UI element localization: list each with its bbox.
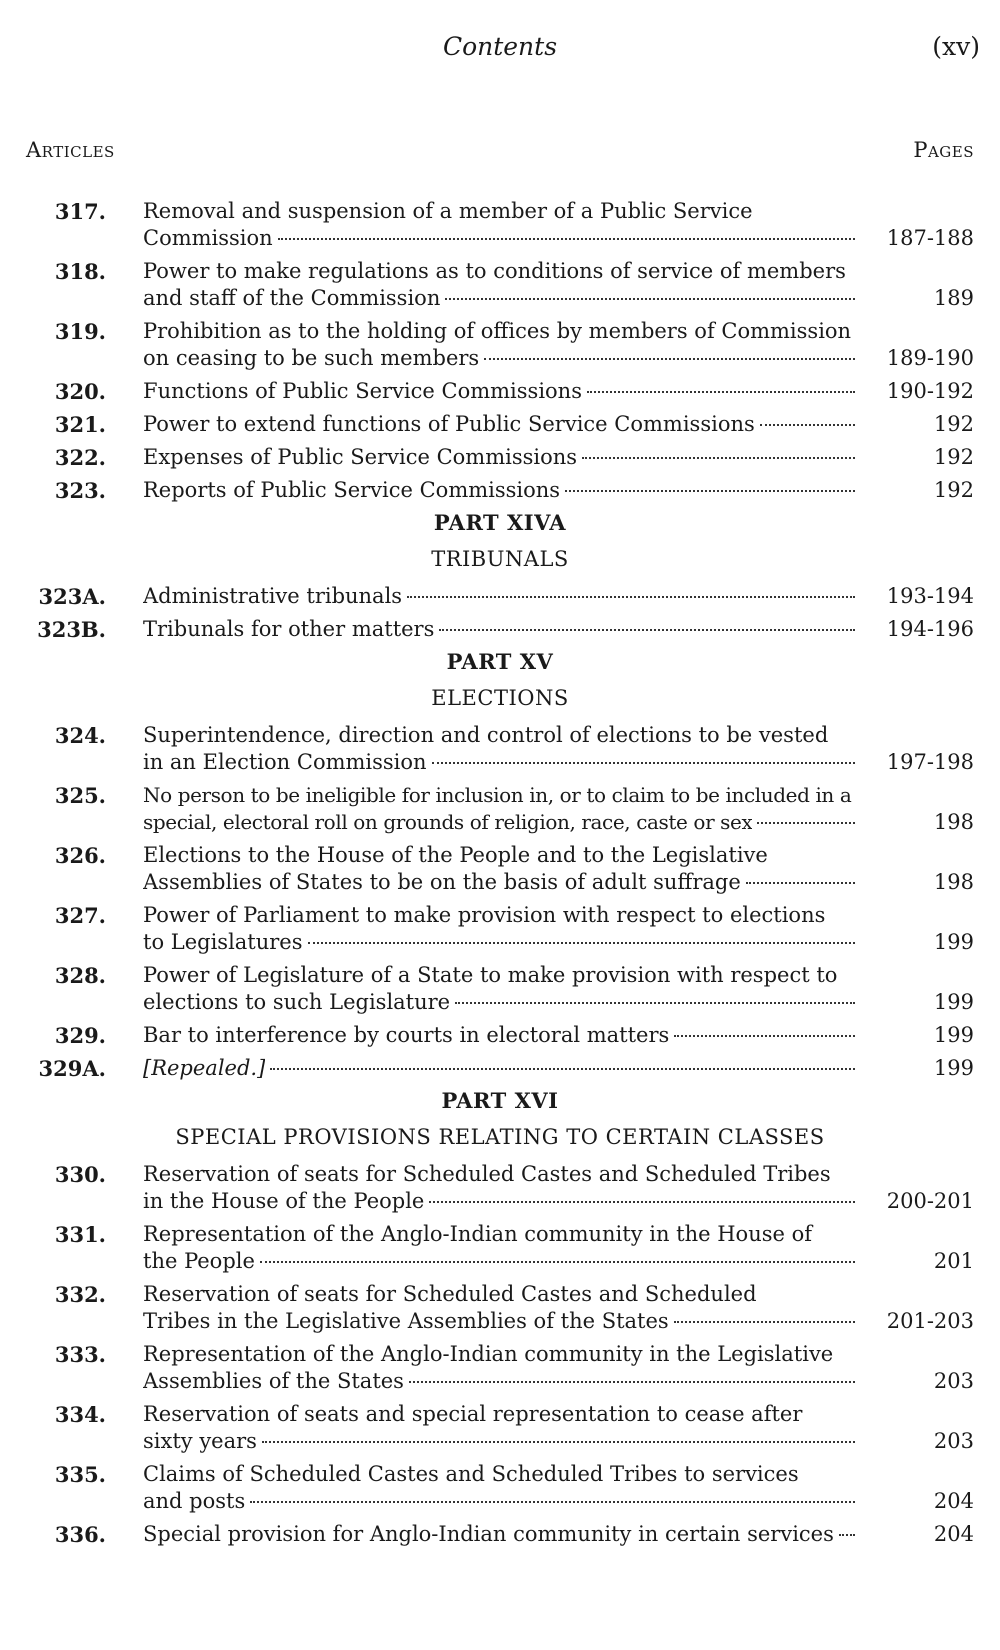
- dot-leader: [439, 629, 855, 631]
- dot-leader: [250, 1501, 855, 1503]
- article-title: [143, 1461, 855, 1515]
- part-subheading: TRIBUNALS: [431, 547, 569, 571]
- article-number: 335.: [54, 1462, 106, 1487]
- article-title: [143, 1341, 855, 1395]
- contents-list: [0, 198, 1000, 1554]
- article-title-line: Power of Legislature of a State to make provision with respect to: [143, 963, 838, 987]
- article-title-line: Functions of Public Service Commissions: [143, 379, 582, 403]
- article-title-line: Commission: [143, 226, 273, 250]
- article-number: 320.: [54, 379, 106, 404]
- page-range: 203: [933, 1369, 974, 1393]
- article-title: [143, 1221, 855, 1275]
- article-title-line: Reservation of seats for Scheduled Castes and Scheduled: [143, 1282, 757, 1306]
- toc-entry: [0, 616, 1000, 643]
- article-title: [143, 378, 855, 405]
- page-range: 201-203: [886, 1309, 974, 1333]
- article-number: 330.: [54, 1162, 106, 1187]
- article-number: 324.: [54, 723, 106, 748]
- article-title-line: Claims of Scheduled Castes and Scheduled Tribes to services: [143, 1462, 799, 1486]
- article-title: [143, 902, 855, 956]
- article-title-line: in the House of the People: [143, 1189, 425, 1213]
- article-title-line: sixty years: [143, 1429, 257, 1453]
- article-title: [143, 198, 855, 252]
- page-range: 200-201: [886, 1189, 974, 1213]
- page-range: 189: [933, 286, 974, 310]
- article-number: 318.: [54, 259, 106, 284]
- article-title-line: Assemblies of States to be on the basis of adult suffrage: [143, 870, 741, 894]
- article-number: 323A.: [38, 584, 106, 609]
- page-range: 197-198: [886, 750, 974, 774]
- toc-entry: [0, 258, 1000, 312]
- dot-leader: [674, 1035, 855, 1037]
- article-title-line: No person to be ineligible for inclusion in, or to claim to be included in a: [143, 783, 852, 807]
- article-title-line: Special provision for Anglo-Indian community in certain services: [143, 1522, 834, 1546]
- toc-entry: [0, 1461, 1000, 1515]
- part-heading: PART XV: [446, 649, 554, 674]
- page-title: Contents: [442, 32, 558, 61]
- article-title-line: Tribunals for other matters: [143, 617, 435, 641]
- page-range: 199: [933, 1056, 974, 1080]
- article-title-line: the People: [143, 1249, 255, 1273]
- page-range: 201: [933, 1249, 974, 1273]
- dot-leader: [409, 1381, 855, 1383]
- article-title-line: Reservation of seats for Scheduled Castes and Scheduled Tribes: [143, 1162, 831, 1186]
- article-number: 332.: [54, 1282, 106, 1307]
- article-title-line: elections to such Legislature: [143, 990, 451, 1014]
- dot-leader: [746, 882, 855, 884]
- toc-entry: [0, 722, 1000, 776]
- dot-leader: [260, 1261, 855, 1263]
- article-title-line: Reports of Public Service Commissions: [143, 478, 561, 502]
- dot-leader: [262, 1441, 855, 1443]
- dot-leader: [429, 1201, 855, 1203]
- article-number: 323B.: [37, 617, 106, 642]
- article-title: [143, 1022, 855, 1049]
- page-range: 204: [933, 1522, 974, 1546]
- article-title-line: Representation of the Anglo-Indian community in the House of: [143, 1222, 813, 1246]
- article-title: [143, 583, 855, 610]
- dot-leader: [270, 1068, 855, 1070]
- toc-entry: [0, 1221, 1000, 1275]
- article-number: 323.: [54, 478, 106, 503]
- article-title-line: and staff of the Commission: [143, 286, 441, 310]
- dot-leader: [308, 942, 855, 944]
- article-title: [143, 1281, 855, 1335]
- article-title: [143, 1521, 855, 1548]
- column-headings: [0, 138, 1000, 168]
- article-number: 334.: [54, 1402, 106, 1427]
- article-title-line: and posts: [143, 1489, 246, 1513]
- article-title: [143, 1161, 855, 1215]
- page-range: 192: [933, 412, 974, 436]
- article-title: [143, 477, 855, 504]
- article-title-line: on ceasing to be such members: [143, 346, 480, 370]
- dot-leader: [484, 358, 855, 360]
- article-title: [143, 411, 855, 438]
- dot-leader: [839, 1534, 855, 1536]
- toc-entry: [0, 1161, 1000, 1215]
- page-range: 203: [933, 1429, 974, 1453]
- page-range: 199: [933, 1023, 974, 1047]
- page-range: 189-190: [886, 346, 974, 370]
- article-number: 328.: [54, 963, 106, 988]
- article-number: 319.: [54, 319, 106, 344]
- article-title-line: Bar to interference by courts in electoral matters: [143, 1023, 670, 1047]
- page-range: 194-196: [886, 617, 974, 641]
- page-range: 198: [933, 870, 974, 894]
- article-title-line: Tribes in the Legislative Assemblies of the States: [143, 1309, 669, 1333]
- article-title: [143, 1401, 855, 1455]
- dot-leader: [565, 490, 855, 492]
- article-title: [143, 842, 855, 896]
- article-title: [143, 444, 855, 471]
- dot-leader: [674, 1321, 855, 1323]
- toc-entry: [0, 318, 1000, 372]
- article-title-line: in an Election Commission: [143, 750, 427, 774]
- page-range: 199: [933, 990, 974, 1014]
- article-title-line: special, electoral roll on grounds of religion, race, caste or sex: [143, 810, 753, 834]
- part-subheading: ELECTIONS: [431, 686, 569, 710]
- article-title-line: Power of Parliament to make provision with respect to elections: [143, 903, 826, 927]
- article-number: 333.: [54, 1342, 106, 1367]
- dot-leader: [278, 238, 855, 240]
- article-title-line: Power to make regulations as to conditions of service of members: [143, 259, 846, 283]
- article-number: 326.: [54, 843, 106, 868]
- article-number: 329.: [54, 1023, 106, 1048]
- article-title: [143, 318, 855, 372]
- page-range: 187-188: [886, 226, 974, 250]
- article-title-line: Removal and suspension of a member of a Public Service: [143, 199, 753, 223]
- article-title: [143, 258, 855, 312]
- page-numeral: (xv): [932, 32, 980, 61]
- article-title: [143, 1055, 855, 1082]
- dot-leader: [432, 762, 855, 764]
- article-number: 321.: [54, 412, 106, 437]
- article-title-line: [Repealed.]: [143, 1056, 266, 1080]
- article-title: [143, 962, 855, 1016]
- part-heading: PART XIVA: [433, 510, 567, 535]
- toc-entry: [0, 198, 1000, 252]
- toc-entry: [0, 411, 1000, 438]
- toc-entry: [0, 1055, 1000, 1082]
- dot-leader: [582, 457, 855, 459]
- article-number: 329A.: [38, 1056, 106, 1081]
- running-header: [0, 32, 1000, 72]
- articles-column-heading: Articles: [26, 138, 115, 162]
- article-number: 317.: [54, 199, 106, 224]
- article-title-line: Superintendence, direction and control of elections to be vested: [143, 723, 829, 747]
- toc-entry: [0, 378, 1000, 405]
- dot-leader: [407, 596, 855, 598]
- dot-leader: [587, 391, 855, 393]
- article-title-line: Elections to the House of the People and to the Legislative: [143, 843, 768, 867]
- toc-entry: [0, 782, 1000, 836]
- page-range: 204: [933, 1489, 974, 1513]
- toc-entry: [0, 1521, 1000, 1548]
- article-title-line: Prohibition as to the holding of offices by members of Commission: [143, 319, 852, 343]
- toc-entry: [0, 583, 1000, 610]
- toc-entry: [0, 842, 1000, 896]
- article-title: [143, 616, 855, 643]
- dot-leader: [757, 822, 855, 824]
- article-title-line: Assemblies of the States: [143, 1369, 404, 1393]
- article-number: 327.: [54, 903, 106, 928]
- part-heading: PART XVI: [441, 1088, 559, 1113]
- article-title: [143, 782, 855, 836]
- page-range: 193-194: [886, 584, 974, 608]
- page-range: 192: [933, 445, 974, 469]
- dot-leader: [455, 1002, 855, 1004]
- toc-entry: [0, 1341, 1000, 1395]
- article-number: 331.: [54, 1222, 106, 1247]
- toc-entry: [0, 962, 1000, 1016]
- part-subheading: SPECIAL PROVISIONS RELATING TO CERTAIN CLASSES: [175, 1125, 825, 1149]
- toc-entry: [0, 1281, 1000, 1335]
- article-title-line: Representation of the Anglo-Indian community in the Legislative: [143, 1342, 834, 1366]
- page-range: 192: [933, 478, 974, 502]
- toc-entry: [0, 1401, 1000, 1455]
- article-title-line: Reservation of seats and special representation to cease after: [143, 1402, 803, 1426]
- pages-column-heading: Pages: [913, 138, 974, 162]
- article-title-line: to Legislatures: [143, 930, 303, 954]
- page-range: 199: [933, 930, 974, 954]
- toc-entry: [0, 902, 1000, 956]
- article-title-line: Administrative tribunals: [143, 584, 403, 608]
- article-title: [143, 722, 855, 776]
- article-title-line: Power to extend functions of Public Service Commissions: [143, 412, 755, 436]
- page-range: 198: [933, 810, 974, 834]
- toc-entry: [0, 1022, 1000, 1049]
- article-number: 325.: [54, 783, 106, 808]
- toc-entry: [0, 444, 1000, 471]
- article-number: 322.: [54, 445, 106, 470]
- page-range: 190-192: [886, 379, 974, 403]
- dot-leader: [445, 298, 855, 300]
- article-title-line: Expenses of Public Service Commissions: [143, 445, 578, 469]
- toc-entry: [0, 477, 1000, 504]
- article-number: 336.: [54, 1522, 106, 1547]
- dot-leader: [760, 424, 855, 426]
